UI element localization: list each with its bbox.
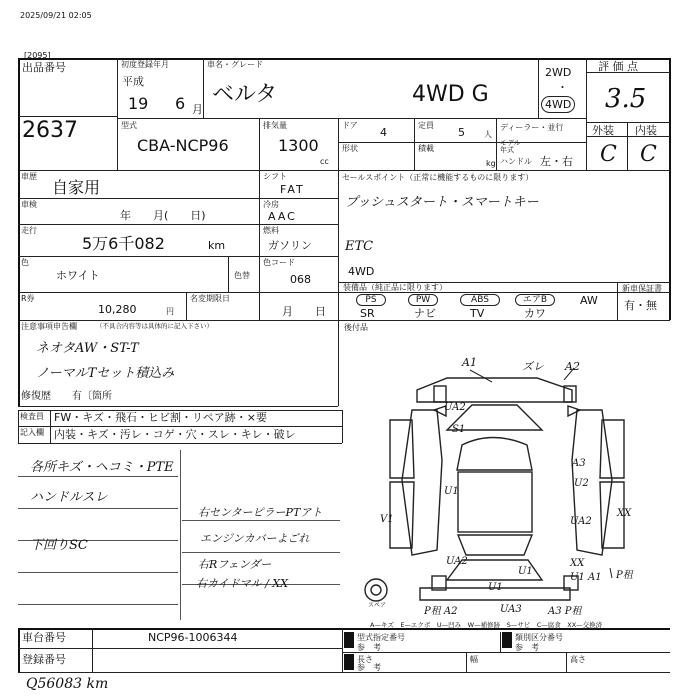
color-code: 068 xyxy=(290,273,311,286)
mark-line-1 xyxy=(470,370,492,382)
right-mirror-shape xyxy=(568,406,580,416)
equip-abs: ABS xyxy=(460,294,500,306)
inspector-note-7: 右カイドマル / XX xyxy=(196,577,289,590)
designation-ref: 参 考 xyxy=(357,643,381,652)
spare-tire-hub xyxy=(371,585,381,595)
handle-value: 左・右 xyxy=(540,155,573,168)
mark-a3-right: A3 xyxy=(572,458,586,469)
displacement-unit: cc xyxy=(320,157,329,166)
ac-label: 冷房 xyxy=(263,200,279,209)
mark-ua2-left: UA2 xyxy=(444,402,466,413)
equip-ps: PS xyxy=(356,294,386,306)
left-front-door-shape xyxy=(390,420,414,478)
inspector-note-3: 下回りSC xyxy=(30,538,88,553)
first-reg-label: 初度登録年月 xyxy=(121,60,169,69)
length-ref: 参 考 xyxy=(357,663,381,672)
shift-value: FAT xyxy=(280,183,305,196)
inspector-label-1: 検査員 xyxy=(20,412,44,421)
spare-tire-shape xyxy=(365,579,387,601)
model-label: 型式 xyxy=(121,121,137,130)
equip-tv: TV xyxy=(470,307,485,320)
color-code-label: 色コード xyxy=(263,258,295,267)
mark-xx-2: XX xyxy=(570,558,585,569)
recycle-unit: 円 xyxy=(166,307,174,316)
color-change-label: 色替 xyxy=(234,271,250,280)
car-name-label: 車名・グレード xyxy=(207,60,263,69)
score-value: 3.5 xyxy=(605,84,647,114)
mark-ua3: UA3 xyxy=(500,604,522,615)
mark-a3-p: A3 P租 xyxy=(548,606,582,617)
mark-line-3 xyxy=(610,568,612,578)
lot-label: 出品番号 xyxy=(22,61,66,74)
equip-pw: PW xyxy=(408,294,438,306)
width-label: 幅 xyxy=(470,655,478,664)
front-bumper-shape xyxy=(417,378,572,402)
mark-v1: V1 xyxy=(380,514,394,525)
class-label: 類別区分番号 xyxy=(515,633,563,642)
mark-zure: ズレ xyxy=(522,360,544,373)
shift-label: シフト xyxy=(263,172,287,181)
score-label: 評 価 点 xyxy=(598,60,638,73)
sales-point-3: 4WD xyxy=(348,265,375,278)
usage-value: 自家用 xyxy=(52,178,101,197)
lot-number: 2637 xyxy=(22,118,78,143)
name-change-value: 月 日 xyxy=(282,305,326,318)
color-label: 色 xyxy=(21,258,29,267)
capacity-unit: 人 xyxy=(484,130,492,139)
equip-sr: SR xyxy=(360,307,375,320)
car-grade: 4WD G xyxy=(412,82,489,107)
equip-aw: AW xyxy=(580,294,598,307)
displacement-label: 排気量 xyxy=(263,121,287,130)
inspector-note-6: 右Rフェンダー xyxy=(198,558,272,571)
drive-4wd: 4WD xyxy=(541,96,575,113)
roof-shape xyxy=(458,472,532,532)
length-label: 長さ xyxy=(357,655,373,664)
mark-u1-roof: U1 xyxy=(444,486,459,497)
note-line-2: ノーマルTセット積込み xyxy=(36,366,175,381)
sales-point-1: プッシュスタート・スマートキー xyxy=(345,195,539,210)
windshield-shape xyxy=(457,438,532,471)
inspector-note-5: エンジンカバーよごれ xyxy=(200,532,310,545)
mark-u2: U2 xyxy=(574,478,589,489)
first-reg-month: 6 xyxy=(175,94,186,113)
fuel-label: 燃料 xyxy=(263,226,279,235)
spare-label: スペア xyxy=(368,602,387,609)
class-ref: 参 考 xyxy=(515,643,539,652)
mark-s1: S1 xyxy=(452,424,466,435)
mark-a1-front: A1 xyxy=(462,356,477,369)
chassis-label: 車台番号 xyxy=(22,631,66,644)
capacity-value: 5 xyxy=(458,126,465,139)
doors-value: 4 xyxy=(380,126,387,139)
inspector-note-1: 各所キズ・ヘコミ・PTE xyxy=(30,460,174,475)
height-label: 高さ xyxy=(570,655,586,664)
chassis-value: NCP96-1006344 xyxy=(148,631,238,644)
mark-xx-1: XX xyxy=(617,508,632,519)
rear-window-shape xyxy=(458,535,532,555)
model-year-label: モデル 年式 xyxy=(500,139,521,154)
post-install-label: 後付品 xyxy=(344,323,368,332)
first-reg-month-suffix: 月 xyxy=(192,103,203,116)
mileage-value: 5万6千082 xyxy=(82,234,165,253)
inspector-note-4: 右センターピラーPTアト xyxy=(198,506,323,519)
notes-sub: （不具合内容等は具体的に記入下さい） xyxy=(96,322,213,330)
mileage-label: 走行 xyxy=(21,226,37,235)
handle-label: ハンドル xyxy=(500,157,532,166)
right-front-door-shape xyxy=(600,420,624,478)
bottom-note: Q56083 km xyxy=(26,676,109,692)
equipment-label: 装備品（純正品に限ります） xyxy=(343,283,447,292)
repair-value: 有〔箇所 xyxy=(72,391,112,402)
warranty-label: 新車保証書 xyxy=(622,284,662,293)
mark-p-rust: P租 xyxy=(616,570,633,581)
load-label: 積載 xyxy=(418,144,434,153)
drive-2wd: 2WD xyxy=(545,66,572,79)
fuel-value: ガソリン xyxy=(268,239,312,252)
designation-label: 型式指定番号 xyxy=(357,633,405,642)
model-value: CBA-NCP96 xyxy=(137,136,229,155)
doors-label: ドア xyxy=(342,121,358,130)
equip-leather: カワ xyxy=(524,307,546,320)
car-name: ベルタ xyxy=(212,82,278,107)
exterior-grade: C xyxy=(600,142,617,167)
interior-label: 内装 xyxy=(635,124,657,137)
color-value: ホワイト xyxy=(56,269,100,282)
mark-u1-a1: U1 A1 xyxy=(570,572,602,583)
recycle-label: R券 xyxy=(21,294,35,303)
mileage-unit: km xyxy=(208,239,226,252)
timestamp: 2025/09/21 02:05 xyxy=(20,11,92,20)
equip-airbag: エアB xyxy=(515,294,555,306)
mark-ua2-rear-left: UA2 xyxy=(446,556,468,567)
warranty-value: 有・無 xyxy=(624,299,657,312)
inspector-row-2: 内装・キズ・汚レ・コゲ・穴・スレ・キレ・破レ xyxy=(54,428,296,441)
first-reg-era: 平成 xyxy=(122,75,144,88)
displacement-value: 1300 xyxy=(278,136,319,155)
capacity-label: 定員 xyxy=(418,121,434,130)
mark-u1-rear: U1 xyxy=(488,582,503,593)
drive-dot: ・ xyxy=(557,81,568,94)
exterior-label: 外装 xyxy=(592,124,614,137)
tire-fl xyxy=(434,386,446,402)
mark-p-a2: P租 A2 xyxy=(424,606,458,617)
name-change-label: 名変期限日 xyxy=(190,294,230,303)
lot-ref: [2095] xyxy=(24,51,51,60)
note-line-1: ネオタAW・ST-T xyxy=(36,341,139,356)
mark-ua2-right: UA2 xyxy=(570,516,592,527)
load-unit: kg xyxy=(486,159,496,168)
recycle-value: 10,280 xyxy=(98,303,137,316)
repair-label: 修復歴 xyxy=(21,391,51,402)
inspector-row-1: FW・キズ・飛石・ヒビ割・リペア跡・×要 xyxy=(54,411,267,424)
notes-label: 注意事項申告欄 xyxy=(21,322,77,331)
inspection-value: 年 月( 日) xyxy=(120,209,206,222)
ac-value: AAC xyxy=(268,210,297,223)
equip-navi: ナビ xyxy=(414,307,436,320)
mark-a2-front: A2 xyxy=(565,360,580,373)
registration-label: 登録番号 xyxy=(22,653,66,666)
shape-label: 形状 xyxy=(342,144,358,153)
interior-grade: C xyxy=(640,142,657,167)
inspection-label: 車検 xyxy=(21,200,37,209)
diagram-legend: A—キズ E—エクボ U—凹み W—補修跡 S—サビ C—腐食 XX—交換済 xyxy=(370,621,603,629)
inspector-note-2: ハンドルスレ xyxy=(30,490,108,505)
first-reg-year: 19 xyxy=(128,94,149,113)
dealer-label: ディーラー・並行 xyxy=(500,123,564,132)
sales-points-label: セールスポイント（正常に機能するものに限ります） xyxy=(342,173,534,182)
sales-point-2: ETC xyxy=(345,239,374,254)
mark-u1-trunk: U1 xyxy=(518,566,533,577)
usage-label: 車歴 xyxy=(21,172,37,181)
inspector-label-2: 記入欄 xyxy=(20,428,44,437)
